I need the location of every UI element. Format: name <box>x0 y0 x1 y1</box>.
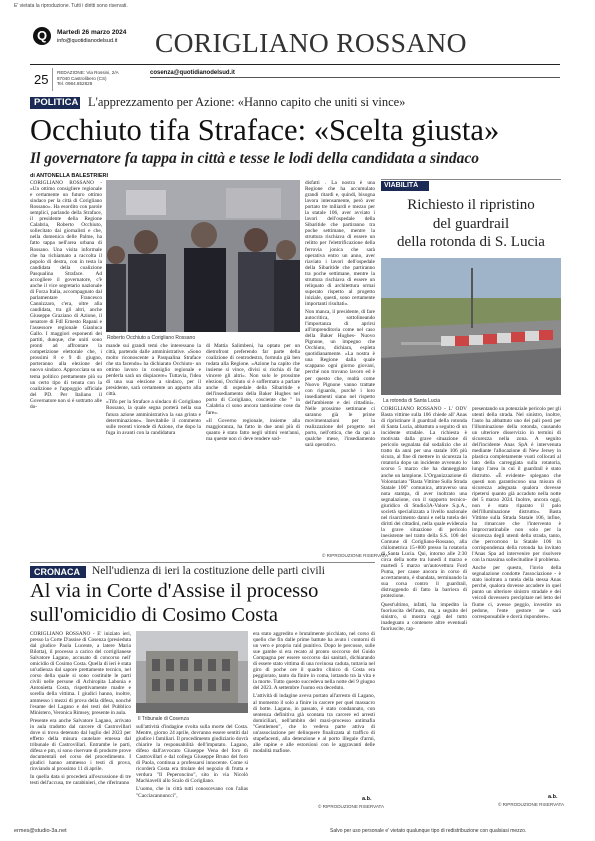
copyright-notice: E' vietata la riproduzione. Tutti i diritti sono riservati. <box>14 3 128 9</box>
section-label: POLITICA <box>34 97 79 108</box>
author-signature: a.b. <box>362 796 372 802</box>
paragraph: disfatti . La nostra è una Regione che ha accumulato grandi ritardi e, quindi, bisogna lavora intensamente, però aver portato tre miliardi e mezzo per la statale 106, aver avviato i lavori dell'ospedale della Sibaritide che partiranno tra poche settimane, mentre la struttura rischiava di essere un relitto per l'elettrificazione della ferrovia jonica che sarà operativa entro un anno, aver riaviato i lavori dell'ospedale della Sibaritide che partiranno tra poche settimane, mentre la struttura rischiava di essere un reliquato di architettura ormai superato rispetto al progetto iniziale, questi, sono certamente importanti risultati». <box>305 180 375 307</box>
section-label: VIABILITÀ <box>384 182 419 189</box>
article-column <box>305 180 375 552</box>
address-line: 87040 Castrolibero (CS) <box>57 75 107 81</box>
paragraph: di Mattia Salimbeni, ha optato per un dietrofront preferendo far parte della coalizione di centrodestra, formula già ben rodata alla Regione. «Azione ha capito che insieme si vince, divisi si rischia di far vincere gli altri». Non solo le prossime elezioni, Occhiuto si è soffermato a parlare anche di ospedale della Sibaritide e dell'insediamento della Baker Hughes nel porto di Corigliano, cosciente che " in Calabria ci sono ancora tantissime cose da fare». <box>206 343 300 416</box>
article-photo <box>381 258 561 395</box>
courthouse-photo <box>136 631 248 713</box>
byline: di ANTONELLA BALESTRIERI <box>30 173 109 179</box>
occhiuto-photo <box>106 180 300 332</box>
paragraph: CORIGLIANO ROSSANO - L' ODV Basta vittime sulla 106 chiede all' Anas di ripristinare il guardrail della rotonda di Santa Lucia, abbattuto a seguito di un incidente stradale. La richiesta è motivata dalla grave situazione di pericolo segnalata dal sodalizio che al tratto da anni per una statale 106 più sicura, al fine di mettere in sicurezza la rotatoria dopo un incidente avvenuto lo scorso 5 marzo che ha danneggiato anche un lampione. L'Organizzazione di Volontariato "Basta Vittime Sulla Strada Statale 106" comunica, attraverso una nota stampa, di aver inoltrato una segnalazione, con il supporto tecnico-giuridico di Studio3A-Valore S.p.A., società specializzata a livello nazionale nel risarcimento danni e nella tutela dei diritti dei cittadini, nella quale evidenzia la grave situazione di pericolo inesistente nel tratto della S.S. 106 del Comune di Corigliano-Rossano, alla chilometrica 15+800 presso la rotatoria di Santa Lucia. Qui, intorno alle 2:30 circa della notte tra lunedì 4 marzo e martedì 5 marzo un'autovettura Ford Puma, per cause ancora in corso di accertamento, è sbandata, terminando la sua corsa contro il guardrail, distruggendo di fatto la barriera di protezione. <box>381 406 467 600</box>
article-kicker: L'apprezzamento per Azione: «Hanno capito che uniti si vince» <box>88 95 406 109</box>
article-headline <box>381 196 561 252</box>
article-photo <box>106 180 300 332</box>
article-column <box>253 631 375 795</box>
photo-caption: Il Tribunale di Cosenza <box>138 716 189 722</box>
article-photo <box>136 631 248 713</box>
roundabout-photo <box>381 258 561 395</box>
author-signature: a.b. <box>548 794 558 800</box>
headline-line: sull'omicidio di Cosimo Costa <box>30 603 279 626</box>
headline-line: del guardrail <box>432 215 510 232</box>
article-column <box>30 180 102 560</box>
paragraph: sull'attività d'indagine svolta sulla morte del Costa. Mentre, giorno 24 aprile, dovranno essere sentiti dal giudice i familiari. Il procedimento giudiziario dovrà chiarire la responsabilità dell'imputato. Lagano, difeso dall'avvocato Giuseppe Vena del foro di Castrovillari e dal collega Giuseppe Bruno del foro di Paola, continua a professarsi innocente. Come si ricorderà Costa era titolare del negozio di frutta e verdura "Il Peperoncino", sito in via Nicolò Machiavelli allo Scalo di Corigliano. <box>136 724 248 785</box>
article-headline: Occhiuto tifa Straface: «Scelta giusta» <box>30 113 500 147</box>
editorial-email: cosenza@quotidianodelsud.it <box>150 70 235 76</box>
paragraph: CORIGLIANO ROSSANO - E' iniziato ieri, presso la Corte D'assise di Cosenza (presieduta dal giudice Paola Lucente, a latere Maria Bilotta), il processo a carico del corriglianese Salvatore Lagano, accusato di concorso nell' omicidio di Cosimo Costa. Quella di ieri è stata un'udienza dal sapore prettamente tecnico, nel corso della quale si sono costituite le parti civili nelle persone di Achiropita Labonia e Antonietta Costa, rispettivamente madre e sorella della vittima. I giudici hanno, inoltre, ammesso i mezzi di prova della difesa, nonché l'esame del Lagano e dei testi del Pubblico Ministero, Veronica Rimsey, presente in aula. <box>30 631 131 716</box>
article-column <box>30 631 131 811</box>
footer-notice: Salvo per uso personale e' vietato qualunque tipo di redistribuzione con qualsiasi mezzo. <box>330 828 527 834</box>
footer-email: ermes@studio-3a.net <box>14 828 67 834</box>
article-column <box>206 343 300 560</box>
paragraph: L'attività di indagine aveva portato all'arresto di Lagano, al momento il solo a finire in carcere per quel massacro di botte. Lagano, in passato, è stato condannato, con sentenza definitiva già scontata tra carcere ed arresti domiciliari, nell'ambito del maxi-processo antimafia "Gentlemen", che lo vedeva parte attiva di un'associazione per delinquere finalizzata al traffico di stupefacenti, alla detenzione e al porto illegale d'armi, alle rapine e alle estorsioni con le aggravanti delle modalità mafiose. <box>253 693 375 754</box>
address-line: Tel. 0984.852828 <box>57 81 93 87</box>
issue-date: Martedì 26 marzo 2024 <box>57 29 127 36</box>
politics-section-bar <box>30 96 560 110</box>
paragraph: mande sui grandi temi che interessano la città, partendo dalle amministrative. «Sono molto riconoscente a Pasqualina Straface che sta facendo» ha dichiarato Occhiuto- un ottimo lavoro in consiglio regionale e perderla sarà un dispiacere» Tuttavia, l'idea di una sua elezione a sindaco, per il presidente, sarà certamente un apporto alla città. <box>106 343 201 398</box>
paragraph: In quella data si procederà all'escussione di tre testi dell'accusa, tre carabinieri, che riferiranno <box>30 774 131 787</box>
newspaper-logo: Q <box>33 27 51 45</box>
paragraph: Non manca, il presidente, di fare autocritica, sottolineando l'importanza di aprirsi all'imprenditoria come nel caso della Baker Hughes- Nuovo Pignone, un impegno che Occhiuto, dichiara, espleta quotidianamente. «La nostra è una Regione dalla quale scappano ogni giorno giovani, perché non trovano lavoro ed è per questo che, realtà come Nuovo Pignone vanno trattate con riguardo, purché i loro insediamenti siano nel rispetto dell'ambiente e dei cittadini». Nelle prossime settimane ci saranno già le prime movimentazioni per la realizzazione del progetto nel porto, nell'ottica, che da qui a qualche mese, l'insediamento sarà operativo. <box>305 308 375 449</box>
crime-section-bar <box>30 566 375 578</box>
paragraph: Presente era anche Salvatore Lagano, arrivato in aula tradotto dal carcere di Castrovillari dove si trova detenuto dal luglio del 2023 per effetto della misura cautelare emessa dal tribunale di Castrovillari. Entrambe le parti, difesa e pm, si sono riservate di produrre prove documentali nel corso del procedimento. I giudici hanno ammesso i testi di prova, rinviando al prossimo 11 di aprile. <box>30 717 131 773</box>
paragraph: era stato aggredito e brutalmente picchiato, nel corso di quello che fin dalle prime battute ha avuto i contorni di un vero e proprio raid punitivo. Dopo le percosse, sulle sue gambe si era recato al pronto soccorso del Guido Compagna per essere soccorso dai sanitari, dichiarando di essere stato vittima di una rovinosa caduta, tuttavia nel giro di poche ore il quadro clinico di Costa era peggiorato, tanto da finire in coma, lottando tra la vita e la morte. Tutto questo succedeva nella notte del 9 giugno del 2023. A settembre l'uomo era deceduto. <box>253 631 375 692</box>
article-subhead: Il governatore fa tappa in città e tesse le lodi della candidata a sindaco <box>30 150 480 167</box>
article-kicker: Nell'udienza di ieri la costituzione delle parti civili <box>92 565 325 577</box>
photo-caption: Roberto Occhiuto a Corigliano Rossano <box>107 335 196 341</box>
headline-line: della rotonda di S. Lucia <box>397 234 545 250</box>
headline-line: Richiesto il ripristino <box>407 197 535 213</box>
masthead-title: CORIGLIANO ROSSANO <box>155 27 467 58</box>
copyright-credit: © RIPRODUZIONE RISERVATA <box>498 802 565 807</box>
viability-top-rule <box>381 179 561 180</box>
copyright-credit: © RIPRODUZIONE RISERVATA <box>322 553 389 558</box>
masthead-email: info@quotidianodelsud.it <box>57 38 118 44</box>
address-line: REDAZIONE: Via Rossini, 2/A <box>57 70 119 75</box>
masthead-thin-rule <box>150 77 560 78</box>
photo-caption: La rotonda di Santa Lucia <box>383 398 440 404</box>
article-column <box>381 406 467 802</box>
paragraph: Anche per questo, l'invio della segnalazione condotte l'associazione - è stato inoltrato a tutela della stessa Anas perché, qualora dovesse accadere in quel punto un ulteriore sinistro stradale e dei veicoli dovessero precipitare nel letto del fiume ci, avesse peggio, investire un pedone, l'ente gestore ne sarà corresponsabile e dovrà rispondere». <box>472 565 561 620</box>
article-column <box>136 724 248 811</box>
page-number: 25 <box>34 72 49 87</box>
masthead-divider <box>30 64 560 65</box>
page-number-divider <box>52 68 53 91</box>
paragraph: «Il Governo regionale, insieme alla maggioranza, ha fatto in due anni più di quanto è stato fatto negli ultimi vent'anni, ma queste non ci deve rendere sod- <box>206 417 300 442</box>
crime-top-rule <box>30 562 375 563</box>
paragraph: CORIGLIANO ROSSANO - «Un ottimo consigliere regionale e certamente un futuro ottimo sindaco per la città di Corigliano Rossano». Ha esordito con parole semplici, parlando della Straface, il presidente della Regione Calabria, Roberto Occhiuto, sollecitato dai giornalisti e che, nella domenica delle Palme, ha fatto tappa nell'area urbana di Rossano. Una visita informale che ha richiamato a raccolta il popolo di destra, con in testa la candidata della coalizione Pasqualina Straface. Ad accogliere il governatore, c'è anche il vice segretario nazionale di Forza Italia, accompagnato dal parlamentare Francesco Cannizzaro, c'era, oltre alla candidata, tra gli altri, anche Giuseppe Graziano di Azione, il senatore di FdI Ernesto Rapani e l'assessore regionale Gianluca Gallo. I maggiori esponenti dei partiti, dunque, che uniti sono pronti ad affrontare la competizione elettorale che, i prossimi 8 e 9 di giugno, porteranno alla elezione del nuovo sindaco. Approcciata su un tema politico prettamente più su un certo tipo di tenuta con la coalizione e l'appoggio ufficiale del PD. Per Italiano il Governatore non si è sottratto alle do- <box>30 180 102 410</box>
section-label: CRONACA <box>34 567 80 577</box>
copyright-credit: © RIPRODUZIONE RISERVATA <box>318 804 385 809</box>
article-column <box>472 406 561 792</box>
article-headline <box>30 580 375 627</box>
paragraph: L'uomo, che in città tutti conoscevano con l'alias "Cacciacannuncci", <box>136 786 248 799</box>
paragraph: «Tifo per la Straface a sindaco di Corigliano Rossano, la quale segna porterà nella sua futura azione amministrativa la sua grinta e determinazione». Inevitabile il commento sulle recenti vicende di Azione, che dopo la fuga in avanti con la candidatura <box>106 399 201 436</box>
editorial-address <box>57 70 119 87</box>
paragraph: Quest'ultimo, infatti, ha impedito la fuoriuscita dell'auto, ma, a seguito del sinistro, si mostra oggi del tutto inadeguato a contenere altre eventuali fuoriuscite, rap- <box>381 601 467 632</box>
article-column <box>106 343 201 560</box>
headline-line: Al via in Corte d'Assise il processo <box>30 580 319 602</box>
paragraph: presentando un potenziale pericolo per gli utenti della strada. Nel sinistro, inoltre, l'auto ha abbattuto uno dei pali posti per l'illuminazione della rotonda, causando un ulteriore disservizio in termini di sicurezza nella zona. A seguito dell'incidente Anas SpA è intervenuta mediante l'allocazione di New Jersey in plastica completamente vuoti collocati al lato della carreggiata sulla rotatoria, lungo l'area in cui il guardrail è stato distrutto. «È evidente- spiegano che questi non garantiscono una misura di sicurezza adeguata qualora dovesse ripetersi quanto già accaduto nella notte del 5 marzo 2024. Inoltre, ancora oggi, non è stato riparato il palo dell'illuminazione distrutto». Basta Vittime sulla Strada Statale 106, infine, ha rimarcare che l'intervento è improcrastinabile non solo per la sicurezza degli utenti della strada, tanto, che percorrono la Statale 106 in corrispondenza della rotonda ha invitato l'Anas Spa ad intervenire per risolvere con la massima sollecitudine il problema. <box>472 406 561 564</box>
